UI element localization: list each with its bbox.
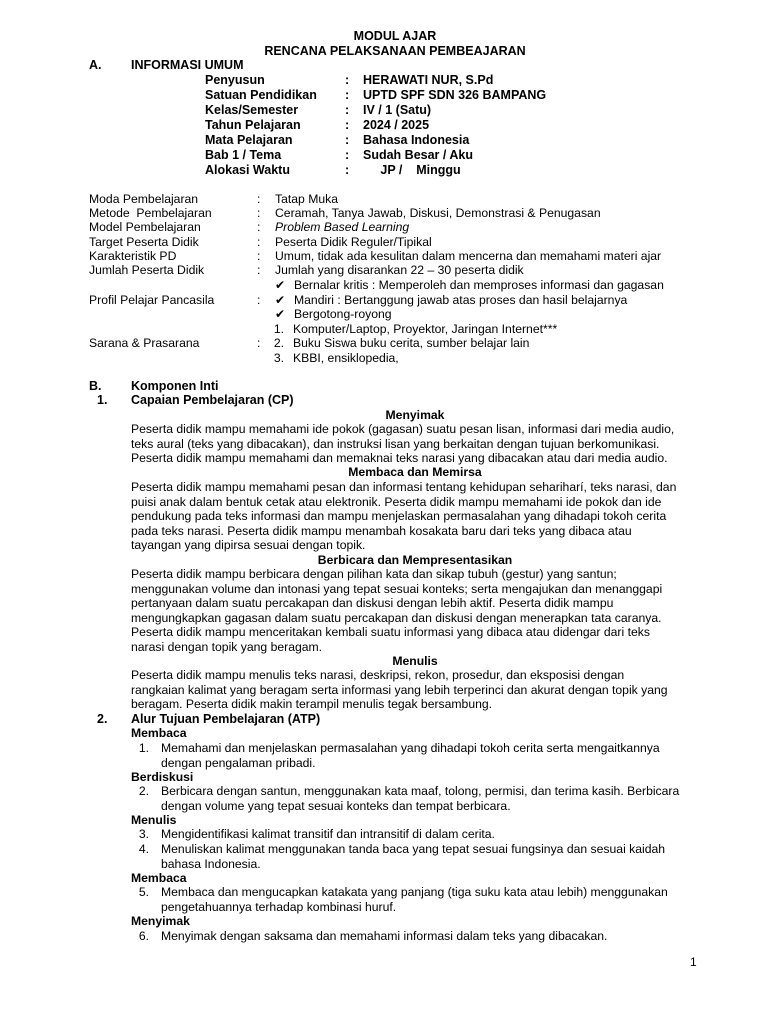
prop-label: Sarana & Prasarana [89,336,200,350]
info-label: Tahun Pelajaran [205,118,301,132]
atp-line: Membaca dan mengucapkan katakata yang panjang (tiga suku kata atau lebih) menggunakan [161,885,668,899]
atp-item-number: 1. [138,741,149,755]
atp-line: Berbicara dengan santun, menggunakan kata maaf, tolong, permisi, dan terima kasih. Berbicara [161,784,680,798]
prop-colon: : [257,336,261,350]
prop-label: Jumlah Peserta Didik [89,263,205,277]
atp-item-text [161,784,699,813]
info-label: Alokasi Waktu [205,163,290,177]
prop-value: Ceramah, Tanya Jawab, Diskusi, Demonstrasi & Penugasan [275,206,601,220]
paragraph-line: tayangan yang dipirsa sesuai dengan topik. [131,538,366,552]
prop-label: Profil Pelajar Pancasila [89,293,215,307]
prop-label: Karakteristik PD [89,249,177,263]
atp-item-text [161,827,699,842]
atp-group-heading: Membaca [131,726,187,740]
paragraph-line: Peserta didik mampu memahami ide pokok (gagasan) suatu pesan lisan, informasi dari media audio, [131,422,675,436]
atp-line: Menuliskan kalimat menggunakan tanda baca yang tepat sesuai fungsinya dan sesuai kaidah [161,842,666,856]
prop-label: Metode Pembelajaran [89,206,212,220]
atp-line: dengan pengalaman pribadi. [161,755,316,770]
paragraph-line: Peserta didik mampu memahami pesan dan informasi tentang kehidupan sehariharí, teks narasi, dan [131,480,677,494]
prop-colon: : [257,220,261,234]
info-value: HERAWATI NUR, S.Pd [363,73,494,87]
info-colon: : [345,73,350,87]
paragraph-line: teks aural (teks yang dibacakan), dan instruksi lisan yang berkaitan dengan tujuan berkomunikasi. [131,436,660,451]
paragraph-line: pendukung pada teks informasi dan mampu menjelaskan permasalahan yang dihadapi tokoh cerita [131,509,667,523]
atp-item-number: 5. [138,885,149,899]
atp-number: 2. [97,712,108,726]
atp-item-number: 4. [138,842,149,856]
info-label: Kelas/Semester [205,103,299,117]
profil-item-text: Bernalar kritis : Memperoleh dan memproses informasi dan gagasan [294,278,664,292]
info-value: Bahasa Indonesia [363,133,470,147]
info-value: 2024 / 2025 [363,118,430,132]
sarana-text: Komputer/Laptop, Proyektor, Jaringan Internet*** [293,322,558,336]
prop-value: Problem Based Learning [275,220,410,234]
atp-item-text [161,929,699,944]
atp-item-text [161,842,699,871]
atp-group-heading: Menyimak [131,914,190,928]
info-colon: : [345,118,350,132]
atp-title: Alur Tujuan Pembelajaran (ATP) [131,712,321,726]
paragraph-line: narasi dengan topik yang beragam. [131,639,323,654]
profil-item-text: Mandiri : Bertanggung jawab atas proses dan hasil belajarnya [294,293,628,307]
prop-label: Target Peserta Didik [89,235,199,249]
section-a-title: INFORMASI UMUM [131,58,244,72]
paragraph-line: puisi anak dalam bentuk cetak atau elektronik. Peserta didik mampu memahami ide pokok dan ide [131,494,662,509]
paragraph-line: Peserta didik mampu menulis teks narasi, deskripsi, rekon, prosedur, dan eksposisi dengan [131,668,625,682]
prop-colon: : [257,293,261,307]
prop-colon: : [257,249,261,263]
cp-paragraph-berbicara [131,567,699,654]
info-value: JP / Minggu [363,163,461,177]
atp-line: dengan volume yang tepat sesuai konteks dan tempat berbicara. [161,798,511,813]
prop-value: Tatap Muka [275,192,339,206]
cp-paragraph-menulis [131,668,699,712]
check-icon: ✔ [275,278,286,292]
atp-item-text [161,885,699,914]
cp-title: Capaian Pembelajaran (CP) [131,393,294,407]
cp-paragraph-membaca [131,480,699,553]
info-value: Sudah Besar / Aku [363,148,473,162]
info-colon: : [345,103,350,117]
section-b-title: Komponen Inti [131,379,219,393]
cp-heading-menulis: Menulis [392,654,438,668]
paragraph-line: mengungkapkan gagasan dalam suatu percakapan dan diskusi dengan menerapkan tata caranya. [131,610,662,625]
atp-line: pengetahuannya terhadap kombinasi huruf. [161,899,397,914]
atp-line: Memahami dan menjelaskan permasalahan yang dihadapi tokoh cerita serta mengaitkannya [161,741,660,755]
prop-label: Model Pembelajaran [89,220,201,234]
document-titles [0,29,768,58]
cp-heading-menyimak: Menyimak [385,408,445,422]
atp-line: Mengidentifikasi kalimat transitif dan intransitif di dalam cerita. [161,827,495,841]
atp-item-number: 3. [138,827,149,841]
atp-item-text [161,741,699,770]
sarana-text: KBBI, ensiklopedia, [293,351,399,365]
document-subtitle: RENCANA PELAKSANAAN PEMBEAJARAN [264,43,526,58]
info-colon: : [345,133,350,147]
info-label: Penyusun [205,73,265,87]
info-value: UPTD SPF SDN 326 BAMPANG [363,88,547,102]
info-label: Satuan Pendidikan [205,88,317,102]
section-b-letter: B. [89,379,102,393]
check-icon: ✔ [275,307,286,321]
atp-group-heading: Membaca [131,871,187,885]
prop-colon: : [257,235,261,249]
section-a-letter: A. [89,58,102,72]
paragraph-line: pertanyaan dalam suatu percakapan dan diskusi dengan lebih aktif. Peserta didik mampu [131,596,614,610]
sarana-num: 3. [273,351,284,365]
atp-item-number: 2. [138,784,149,798]
paragraph-line: Peserta didik mampu menceritakan kembali suatu informasi yang dibaca atau didengar dari teks [131,625,650,639]
prop-colon: : [257,192,261,206]
prop-value: Umum, tidak ada kesulitan dalam mencerna dan memahami materi ajar [275,249,662,263]
paragraph-line: Peserta didik mampu berbicara dengan pilihan kata dan sikap tubuh (gestur) yang santun; [131,567,617,581]
paragraph-line: Peserta didik mampu memahami dan memaknai teks narasi yang dibacakan atau dari media audio. [131,451,668,465]
sarana-num: 1. [273,322,284,336]
atp-group-heading: Berdiskusi [131,770,194,784]
atp-item-number: 6. [138,929,149,943]
cp-heading-berbicara: Berbicara dan Mempresentasikan [317,553,513,567]
info-colon: : [345,163,350,177]
page-number: 1 [690,955,697,969]
cp-paragraph-menyimak [131,422,699,466]
prop-value: Jumlah yang disarankan 22 – 30 peserta didik [275,263,524,277]
cp-heading-membaca: Membaca dan Memirsa [348,465,482,479]
prop-label: Moda Pembelajaran [89,192,199,206]
cp-number: 1. [97,393,108,407]
atp-line: bahasa Indonesia. [161,856,261,871]
prop-colon: : [257,263,261,277]
paragraph-line: menggunakan volume dan intonasi yang tepat sesuai konteks; serta mengajukan dan menanggapi [131,581,663,596]
document-title: MODUL AJAR [353,29,437,43]
info-label: Bab 1 / Tema [205,148,282,162]
info-value: IV / 1 (Satu) [363,103,432,117]
check-icon: ✔ [275,293,286,307]
info-colon: : [345,148,350,162]
atp-line: Menyimak dengan saksama dan memahami informasi dalam teks yang dibacakan. [161,929,608,943]
paragraph-line: beragam. Peserta didik makin terampil menulis tegak bersambung. [131,697,493,711]
profil-item-text: Bergotong-royong [294,307,392,321]
prop-colon: : [257,206,261,220]
paragraph-line: pada teks narasi. Peserta didik mampu menambah kosakata baru dari teks yang dibaca atau [131,523,632,538]
atp-group-heading: Menulis [131,813,177,827]
paragraph-line: rangkaian kalimat yang beragam serta informasi yang lebih terperinci dan akurat dengan topik yang [131,682,668,697]
info-label: Mata Pelajaran [205,133,293,147]
sarana-num: 2. [273,336,284,350]
info-colon: : [345,88,350,102]
sarana-text: Buku Siswa buku cerita, sumber belajar lain [293,336,530,350]
prop-value: Peserta Didik Reguler/Tipikal [275,235,432,249]
